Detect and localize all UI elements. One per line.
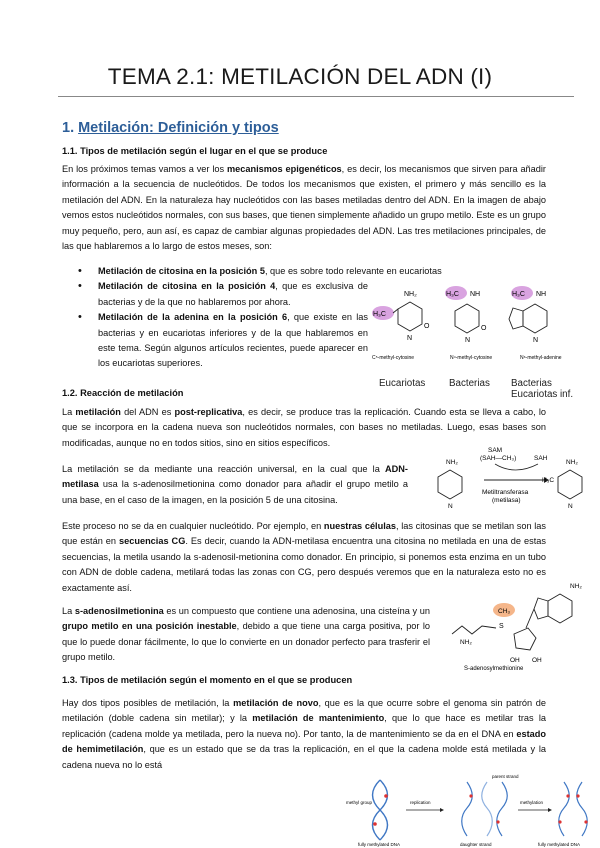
svg-text:H₃C: H₃C: [512, 291, 525, 298]
molecule-label: N⁴-methyl-cytosine: [450, 355, 493, 361]
svg-text:NH: NH: [536, 291, 547, 298]
svg-text:N: N: [448, 503, 453, 510]
subsection-heading-1-1: 1.1. Tipos de metilación según el lugar en el que se produce: [62, 146, 328, 156]
n4-methyl-cytosine-structure: [445, 286, 492, 361]
svg-text:H₃C: H₃C: [542, 477, 555, 484]
paragraph-cg-sequences: Este proceso no se da en cualquier nucleótido. Por ejemplo, en nuestras células, las citosinas que se metilan son las que están en secuencias CG. Es decir, cuando la ADN-metilasa encuentra una citosina no metilada en una de estas secuencias, la metila usando la s-adenosil-metionina como donador. En principio, si ponemos esta enzima en un tubo con ADN de doble cadena, metilará todas las zonas con CG, pero después veremos que en la naturaleza esto no es exactamente así.: [62, 521, 546, 593]
svg-text:N: N: [568, 503, 573, 510]
svg-text:OH: OH: [510, 657, 520, 664]
svg-text:NH₂: NH₂: [570, 583, 582, 590]
svg-text:N: N: [407, 335, 413, 342]
svg-text:fully methylated DNA: fully methylated DNA: [538, 842, 581, 847]
svg-text:CH₃: CH₃: [498, 608, 511, 615]
sam-structure-figure: [444, 580, 592, 672]
cofactor-arrow: [495, 464, 538, 470]
subsection-heading-1-2: 1.2. Reacción de metilación: [62, 388, 184, 398]
paragraph-post-replicative: La metilación del ADN es post-replicativa, es decir, se produce tras la replicación. Cuando esta se lleva a cabo, lo que se incorpora en la cadena nueva son nucleótidos normales, con bases no metiladas. Luego, esas bases son modificadas, aunque no en todos sitios, sino en sitios específicos.: [62, 407, 546, 448]
maintenance-methylation-figure: [342, 770, 592, 848]
svg-text:parent strand: parent strand: [492, 774, 519, 779]
list-item: • Metilación de citosina en la posición 4, que es exclusiva de bacterias y de la que no hablaremos por ahora.: [78, 279, 368, 310]
parental-dna-helix: [373, 780, 388, 840]
molecule-label: N⁶-methyl-adenine: [520, 355, 562, 361]
svg-text:O: O: [481, 325, 487, 332]
paragraph-s-adenosylmethionine: La s-adenosilmetionina es un compuesto que contiene una adenosina, una cisteína y un grupo metilo en una posición inestable, debido a que tiene una carga positiva, por lo que lo puede donar fácilmente, lo que lo convierte en un donador perfecto para trasferir el grupo metilo.: [62, 606, 431, 663]
methylated-daughter-helices: [558, 782, 587, 836]
sam-caption: S-adenosylmethionine: [464, 666, 524, 672]
svg-text:methyl group: methyl group: [346, 800, 373, 805]
molecule-label: C⁵-methyl-cytosine: [372, 355, 415, 361]
paragraph-de-novo-maintenance: Hay dos tipos posibles de metilación, la metilación de novo, que es la que ocurre sobre el genoma sin patrón de metilación (doble cadena sin metilar); y la metilación de mantenimiento, que lo que hace es metilar tras la replicación (cadena molde ya metilada, pero la nueva no). Por tanto, la de mantenimiento se da en el DNA en estado de hemimetilación, que es un estado que se da tras la replicación, en el que la cadena molde está metilada y la cadena nueva no lo está: [62, 698, 546, 770]
5-methylcytosine-structure: [542, 459, 582, 510]
svg-text:daughter strand: daughter strand: [460, 842, 492, 847]
svg-text:OH: OH: [532, 657, 542, 664]
c5-methyl-cytosine-structure: [372, 291, 430, 361]
title-divider: [58, 96, 574, 97]
paragraph-universal-reaction: La metilación se da mediante una reacción universal, en la cual que la ADN-metilasa usa la s-adenosilmetionina como donador para añadir el grupo metilo a una base, en el caso de la imagen, en la posición 5 de una citosina.: [62, 464, 408, 505]
svg-text:methylation: methylation: [520, 800, 544, 805]
svg-text:NH₂: NH₂: [446, 459, 458, 466]
n6-methyl-adenine-structure: [509, 286, 562, 361]
cytosine-structure: [438, 459, 462, 510]
section-heading-1: [62, 120, 279, 136]
replication-fork: [462, 782, 508, 836]
section-label: Metilación: Definición y tipos: [78, 120, 279, 136]
caption-eucariotas: Eucariotas: [379, 378, 426, 389]
svg-text:(SAH—CH₃): (SAH—CH₃): [480, 455, 517, 462]
svg-text:S: S: [499, 623, 504, 630]
svg-text:fully methylated DNA: fully methylated DNA: [358, 842, 401, 847]
caption-bacterias: Bacterias: [449, 378, 490, 389]
list-item: • Metilación de la adenina en la posición 6, que existe en las bacterias y en eucariotas inferiores y de la que hablaremos en este tema. Según algunos artículos recientes, puede aparecer en los eucariotas superiores.: [78, 310, 368, 372]
section-number: 1.: [62, 120, 75, 136]
svg-text:replication: replication: [410, 800, 431, 805]
svg-text:NH: NH: [470, 291, 481, 298]
caption-bacterias-eucariotas-inf: Bacterias Eucariotas inf.: [511, 378, 574, 400]
paragraph-intro: En los próximos temas vamos a ver los mecanismos epigenéticos, es decir, los mecanismos que sirven para añadir información a la secuencia de nucleótidos. De todos los mecanismos que existen, el primero y más sencillo es la metilación del ADN. En la naturaleza hay nucleótidos con las bases metiladas dentro del ADN. En la imagen de abajo vemos estos nucleótidos normales, con sus bases, que tienen simplemente añadido un grupo metilo. Este es un grupo muy pequeño, pero, aun así, es capaz de cambiar algunas propiedades del ADN. Las tres metilaciones principales, de las que hablaremos a lo largo de estos meses, son:: [62, 164, 546, 252]
svg-text:NH₂: NH₂: [460, 639, 472, 646]
svg-text:SAH: SAH: [534, 455, 548, 462]
svg-text:H₃C: H₃C: [446, 291, 459, 298]
list-item: • Metilación de citosina en la posición 5, que es sobre todo relevante en eucariotas: [78, 264, 498, 279]
subsection-heading-1-3: 1.3. Tipos de metilación según el momento en el que se producen: [62, 675, 353, 685]
svg-text:SAM: SAM: [488, 447, 503, 454]
svg-text:(metilasa): (metilasa): [492, 497, 521, 504]
svg-text:H₃C: H₃C: [373, 311, 386, 318]
svg-text:NH₂: NH₂: [404, 291, 417, 298]
svg-text:N: N: [465, 337, 471, 344]
svg-text:Metiltransferasa: Metiltransferasa: [482, 489, 529, 496]
svg-text:O: O: [424, 323, 430, 330]
svg-text:NH₂: NH₂: [566, 459, 578, 466]
page-title: TEMA 2.1: METILACIÓN DEL ADN (I): [107, 64, 493, 89]
methylation-reaction-figure: [420, 444, 592, 516]
svg-text:N: N: [533, 337, 539, 344]
